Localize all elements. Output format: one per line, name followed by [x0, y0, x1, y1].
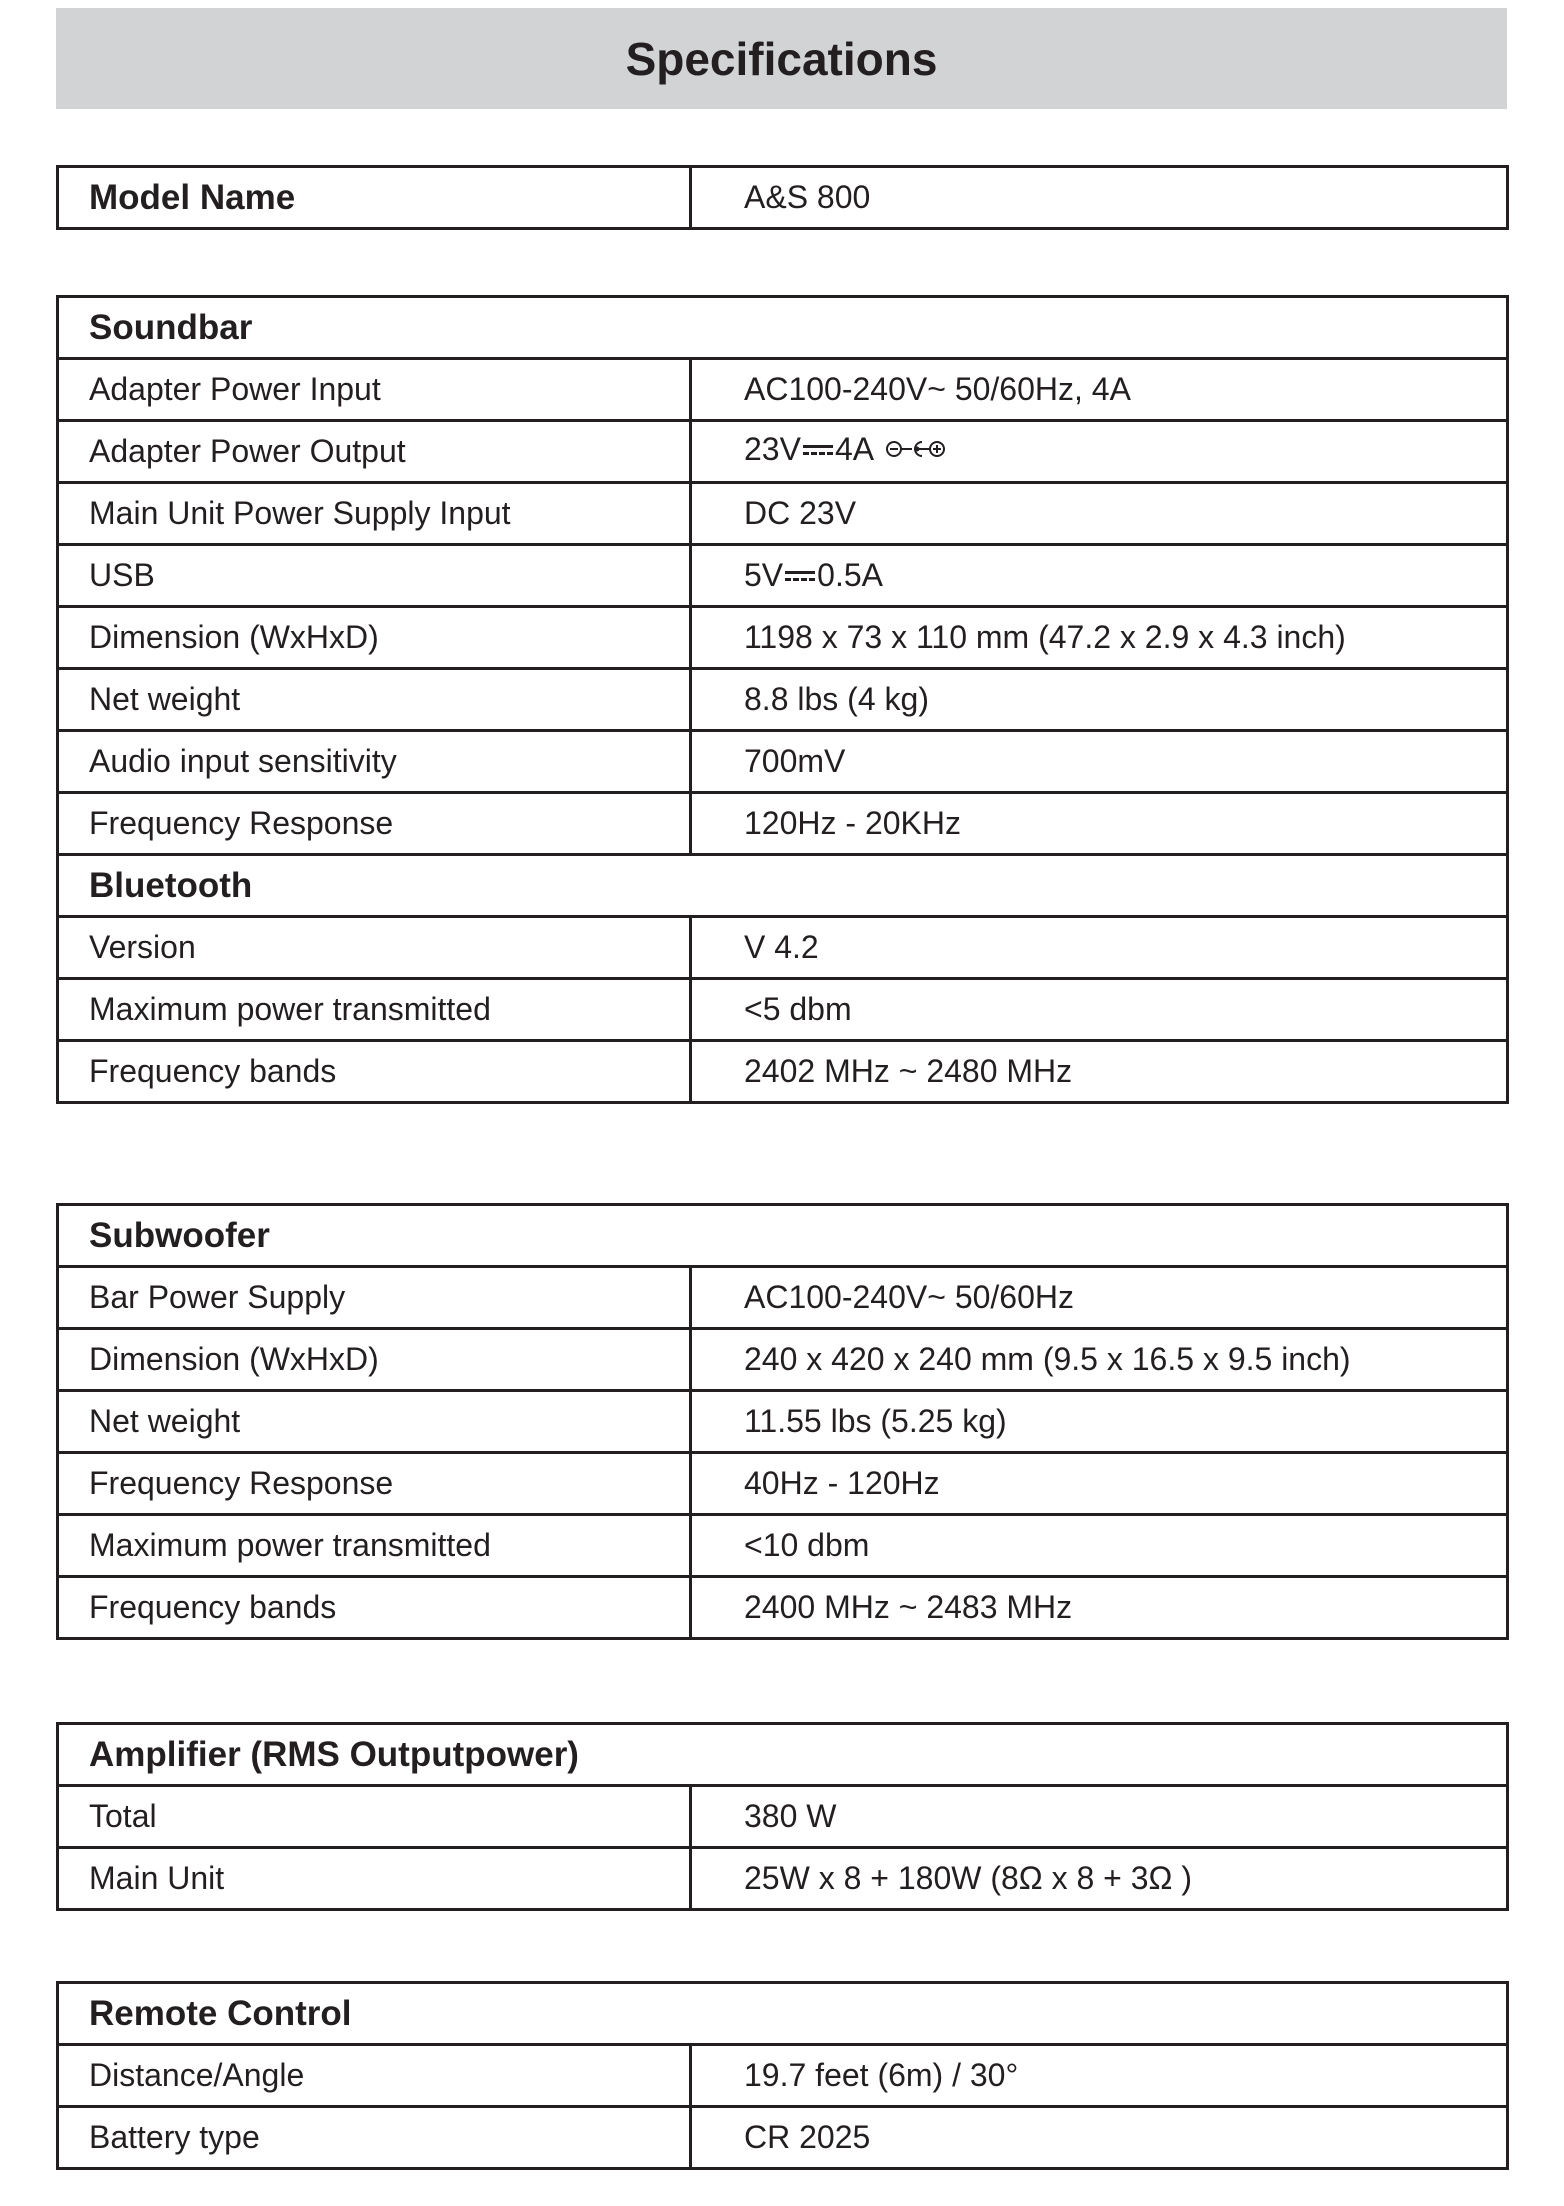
spec-value: 40Hz - 120Hz: [691, 1453, 1508, 1515]
spec-label: Net weight: [58, 669, 691, 731]
bluetooth-heading: Bluetooth: [58, 855, 1508, 917]
value-suffix: 0.5A: [817, 557, 883, 593]
model-value: A&S 800: [691, 167, 1508, 229]
spec-label: Dimension (WxHxD): [58, 1329, 691, 1391]
spec-value: 120Hz - 20KHz: [691, 793, 1508, 855]
spec-value: AC100-240V~ 50/60Hz, 4A: [691, 359, 1508, 421]
table-row: [58, 1267, 1508, 1329]
spec-label: Total: [58, 1786, 691, 1848]
table-row: [58, 1329, 1508, 1391]
spec-value: 1198 x 73 x 110 mm (47.2 x 2.9 x 4.3 inch): [691, 607, 1508, 669]
value-prefix: 23V: [744, 430, 801, 467]
value-prefix: 5V: [744, 557, 784, 593]
table-row: [58, 607, 1508, 669]
table-row: [58, 545, 1508, 607]
spec-value: 2402 MHz ~ 2480 MHz: [691, 1041, 1508, 1103]
table-row: [58, 2107, 1508, 2169]
spec-value: CR 2025: [691, 2107, 1508, 2169]
spec-label: Battery type: [58, 2107, 691, 2169]
table-row: [58, 1848, 1508, 1910]
dc-current-icon: [785, 570, 815, 582]
soundbar-table: [56, 295, 1509, 1104]
spec-label: Adapter Power Output: [58, 421, 691, 483]
amplifier-table: [56, 1722, 1509, 1911]
table-row: [58, 1577, 1508, 1639]
table-row: [58, 731, 1508, 793]
table-row: [58, 1515, 1508, 1577]
spec-label: Distance/Angle: [58, 2045, 691, 2107]
section-heading-row: [58, 1983, 1508, 2045]
amplifier-heading: Amplifier (RMS Outputpower): [58, 1724, 1508, 1786]
table-row: [58, 421, 1508, 483]
page-header: [56, 8, 1507, 109]
table-row: [58, 359, 1508, 421]
subwoofer-heading: Subwoofer: [58, 1205, 1508, 1267]
spec-label: Audio input sensitivity: [58, 731, 691, 793]
table-row: [58, 483, 1508, 545]
spec-value: [691, 545, 1508, 607]
spec-label: Bar Power Supply: [58, 1267, 691, 1329]
spec-label: Frequency Response: [58, 793, 691, 855]
spec-value: 700mV: [691, 731, 1508, 793]
section-heading-row: [58, 1205, 1508, 1267]
table-row: [58, 917, 1508, 979]
section-heading-row: [58, 1724, 1508, 1786]
section-heading-row: [58, 855, 1508, 917]
model-table: [56, 165, 1509, 230]
spec-label: Dimension (WxHxD): [58, 607, 691, 669]
spec-value: <10 dbm: [691, 1515, 1508, 1577]
spec-value: DC 23V: [691, 483, 1508, 545]
spec-value: 8.8 lbs (4 kg): [691, 669, 1508, 731]
subwoofer-table: [56, 1203, 1509, 1640]
page-title: Specifications: [625, 32, 938, 85]
table-row: [58, 2045, 1508, 2107]
spec-label: Frequency bands: [58, 1577, 691, 1639]
table-row: [58, 1786, 1508, 1848]
table-row: [58, 1391, 1508, 1453]
table-row: [58, 1041, 1508, 1103]
spec-label: Net weight: [58, 1391, 691, 1453]
spec-label: Main Unit: [58, 1848, 691, 1910]
spec-value: 240 x 420 x 240 mm (9.5 x 16.5 x 9.5 inch): [691, 1329, 1508, 1391]
table-row: [58, 167, 1508, 229]
table-row: [58, 669, 1508, 731]
spec-value: 25W x 8 + 180W (8Ω x 8 + 3Ω ): [691, 1848, 1508, 1910]
spec-value: 19.7 feet (6m) / 30°: [691, 2045, 1508, 2107]
spec-label: Version: [58, 917, 691, 979]
model-label: Model Name: [58, 167, 691, 229]
spec-label: Main Unit Power Supply Input: [58, 483, 691, 545]
spec-value: 2400 MHz ~ 2483 MHz: [691, 1577, 1508, 1639]
center-positive-polarity-icon: [886, 431, 946, 468]
spec-value: V 4.2: [691, 917, 1508, 979]
table-row: [58, 1453, 1508, 1515]
spec-label: USB: [58, 545, 691, 607]
spec-value: <5 dbm: [691, 979, 1508, 1041]
spec-label: Frequency Response: [58, 1453, 691, 1515]
spec-label: Frequency bands: [58, 1041, 691, 1103]
soundbar-heading: Soundbar: [58, 297, 1508, 359]
spec-value: 380 W: [691, 1786, 1508, 1848]
spec-label: Adapter Power Input: [58, 359, 691, 421]
spec-label: Maximum power transmitted: [58, 1515, 691, 1577]
spec-label: Maximum power transmitted: [58, 979, 691, 1041]
remote-heading: Remote Control: [58, 1983, 1508, 2045]
dc-current-icon: [803, 444, 833, 456]
spec-value: AC100-240V~ 50/60Hz: [691, 1267, 1508, 1329]
table-row: [58, 979, 1508, 1041]
remote-table: [56, 1981, 1509, 2170]
value-suffix: 4A: [834, 430, 875, 467]
section-heading-row: [58, 297, 1508, 359]
spec-value: [691, 421, 1508, 483]
table-row: [58, 793, 1508, 855]
spec-value: 11.55 lbs (5.25 kg): [691, 1391, 1508, 1453]
